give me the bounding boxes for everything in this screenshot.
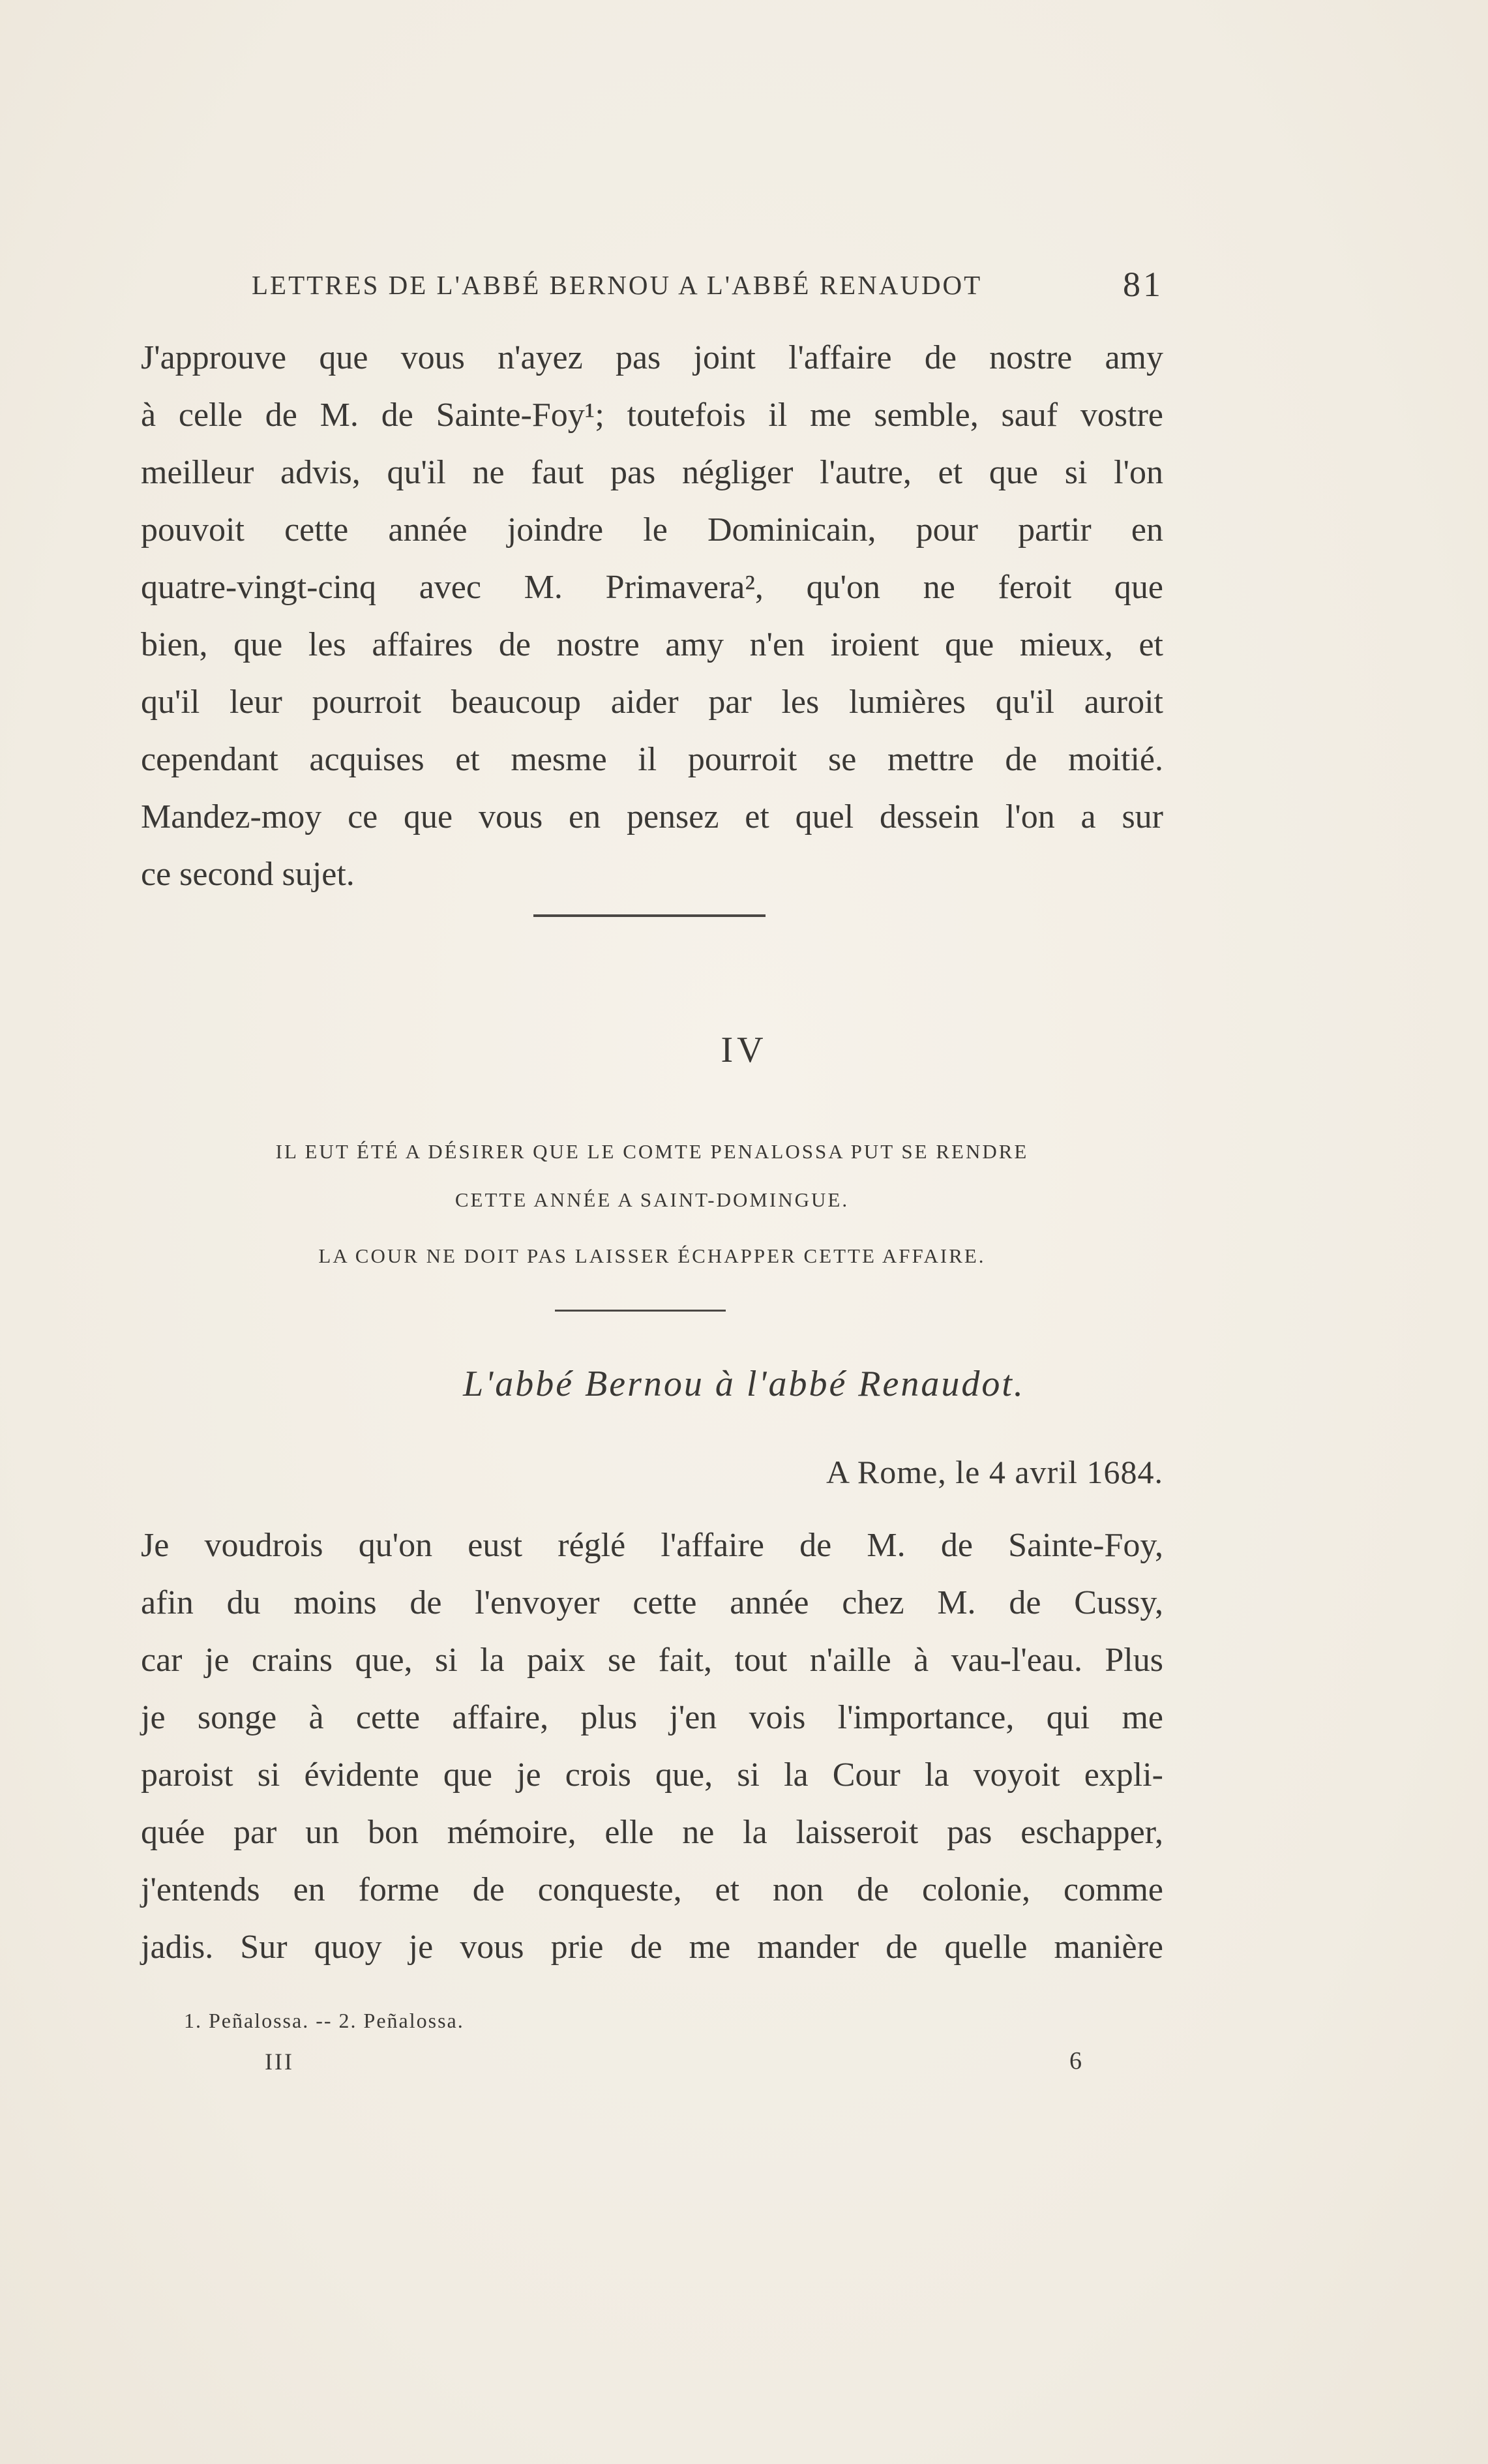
text-line: je songe à cette affaire, plus j'en vois l'importance, qui me [141,1699,1163,1736]
running-head [252,264,1163,310]
text-line: afin du moins de l'envoyer cette année chez M. de Cussy, [141,1584,1163,1621]
footnotes: 1. Peñalossa. -- 2. Peñalossa. [184,2009,464,2032]
text-line: Je voudrois qu'on eust réglé l'affaire de M. de Sainte-Foy, [141,1527,1163,1564]
text-line: j'entends en forme de conqueste, et non de colonie, comme [141,1871,1163,1908]
text-line: quée par un bon mémoire, elle ne la laisseroit pas eschapper, [141,1814,1163,1851]
page-number: 81 [1123,265,1163,304]
text-line: quatre-vingt-cinq avec M. Primavera², qu'on ne feroit que [141,569,1163,606]
text-line: pouvoit cette année joindre le Dominicain, pour partir en [141,511,1163,548]
letter-dateline: A Rome, le 4 avril 1684. [826,1454,1163,1490]
text-line: Mandez-moy ce que vous en pensez et quel dessein l'on a sur [141,798,1163,835]
section-number: IV [721,1030,767,1070]
text-line: à celle de M. de Sainte-Foy¹; toutefois il me semble, sauf vostre [141,397,1163,434]
running-title: LETTRES DE L'ABBÉ BERNOU A L'ABBÉ RENAUDOT [252,270,983,300]
text-line: jadis. Sur quoy je vous prie de me mander de quelle manière [141,1929,1163,1966]
text-line: cependant acquises et mesme il pourroit se mettre de moitié. [141,741,1163,778]
text-line: paroist si évidente que je crois que, si la Cour la voyoit expli- [141,1756,1163,1794]
text-line: J'approuve que vous n'ayez pas joint l'affaire de nostre amy [141,339,1163,376]
section-summary-line: IL EUT ÉTÉ A DÉSIRER QUE LE COMTE PENALOSSA PUT SE RENDRE [275,1140,1029,1163]
text-line: ce second sujet. [141,856,355,893]
section-summary-line: LA COUR NE DOIT PAS LAISSER ÉCHAPPER CETTE AFFAIRE. [318,1244,986,1267]
signature-mark: III [265,2049,294,2075]
section-divider-rule [533,914,766,917]
text-line: car je crains que, si la paix se fait, tout n'aille à vau-l'eau. Plus [141,1642,1163,1679]
signature-number: 6 [1069,2047,1082,2075]
paragraph-1 [141,329,1163,903]
text-line: meilleur advis, qu'il ne faut pas négliger l'autre, et que si l'on [141,454,1163,491]
text-line: qu'il leur pourroit beaucoup aider par les lumières qu'il auroit [141,684,1163,721]
section-summary-line: CETTE ANNÉE A SAINT-DOMINGUE. [454,1188,850,1211]
summary-divider-rule [555,1310,726,1312]
text-line: bien, que les affaires de nostre amy n'en iroient que mieux, et [141,626,1163,663]
paragraph-2 [141,1517,1163,1976]
letter-title: L'abbé Bernou à l'abbé Renaudot. [463,1364,1025,1404]
